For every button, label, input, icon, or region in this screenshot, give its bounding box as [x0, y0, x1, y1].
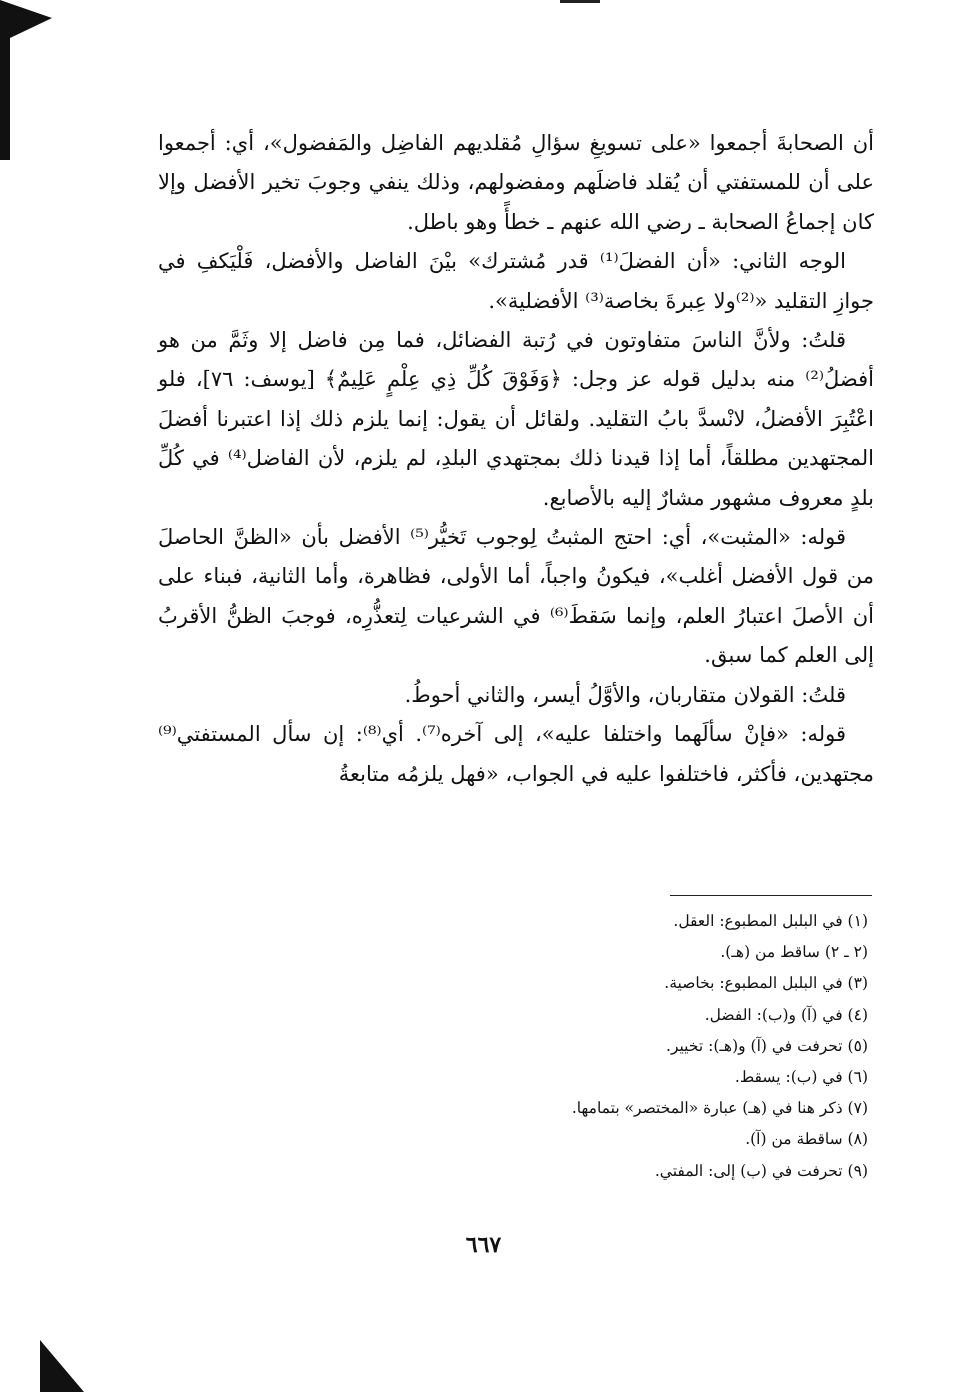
- footnote-9: (٩) تحرفت في (ب) إلى: المفتي.: [654, 1161, 868, 1180]
- paragraph-3: قلتُ: ولأنَّ الناسَ متفاوتون في رُتبة الفضائل، فما مِن فاضل إلا وثَمَّ من هو أفضلُ⁽²⁾ منه بدليل قوله عز وجل: ﴿وَفَوْقَ كُلِّ ذِي عِلْمٍ عَلِيمٌ﴾ [يوسف: ٧٦]، فلو اعْتُبِرَ الأفضلُ، لانْسدَّ بابُ التقليد. ولقائل أن يقول: إنما يلزم ذلك إذا اعتبرنا أفضلَ المجتهدين مطلقاً، أما إذا قيدنا ذلك بمجتهدي البلدِ، لم يلزم، لأن الفاضل⁽⁴⁾ في كُلِّ بلدٍ معروف مشهور مشارٌ إليه بالأصابع.: [158, 328, 874, 510]
- footnote-1: (١) في البلبل المطبوع: العقل.: [673, 912, 868, 930]
- corner-crop-mark-top: [0, 0, 52, 160]
- footnote-7: (٧) ذكر هنا في (هـ) عبارة «المختصر» بتمامها.: [571, 1099, 868, 1118]
- footnote-5: (٥) تحرفت في (آ) و(هـ): تخيير.: [666, 1036, 868, 1055]
- paragraph-6: قوله: «فإنْ سألَهما واختلفا عليه»، إلى آخره⁽⁷⁾. أي⁽⁸⁾: إن سأل المستفتي⁽⁹⁾ مجتهدين، فأكثر، فاختلفوا عليه في الجواب، «فهل يلزمُه متابعةُ: [158, 722, 874, 786]
- paragraph-5: قلتُ: القولان متقاربان، والأوَّلُ أيسر، والثاني أحوطُ.: [404, 682, 846, 707]
- footnote-6: (٦) في (ب): يسقط.: [734, 1068, 868, 1087]
- footnote-8: (٨) ساقطة من (آ).: [745, 1130, 868, 1149]
- body-text: [158, 124, 874, 794]
- paragraph-1: أن الصحابةَ أجمعوا «على تسويغِ سؤالِ مُقلديهم الفاضِل والمَفضول»، أي: أجمعوا على أن للمستفتي أن يُقلد فاضلَهم ومفضولهم، وذلك ينفي وجوبَ تخير الأفضل وإلا كان إجماعُ الصحابة ـ رضي الله عنهم ـ خطأً وهو باطل.: [158, 131, 874, 234]
- footnote-3: (٣) في البلبل المطبوع: بخاصية.: [664, 974, 868, 993]
- top-scan-mark: [560, 0, 600, 3]
- footnote-4: (٤) في (آ) و(ب): الفضل.: [704, 1005, 868, 1024]
- corner-crop-mark-bottom: [40, 1340, 84, 1392]
- footnote-2: (٢ ـ ٢) ساقط من (هـ).: [720, 943, 868, 962]
- paragraph-4: قوله: «المثبت»، أي: احتج المثبتُ لِوجوب تَخيُّر⁽⁵⁾ الأفضل بأن «الظنَّ الحاصلَ من قول الأفضل أغلب»، فيكونُ واجباً، أما الأولى، فظاهرة، وأما الثانية، فبناء على أن الأصلَ اعتبارُ العلم، وإنما سَقطَ⁽⁶⁾ في الشرعيات لِتعذُّرِه، فوجبَ الظنُّ الأقربُ إلى العلم كما سبق.: [158, 525, 875, 668]
- footnote-separator: [670, 895, 872, 896]
- page-number: ٦٦٧: [465, 1232, 502, 1258]
- paragraph-2: الوجه الثاني: «أن الفضلَ⁽¹⁾ قدر مُشترك» بيْنَ الفاضل والأفضل، فَلْيَكفِ في جوازِ التقليد «⁽²⁾ولا عِبرةَ بخاصة⁽³⁾ الأفضلية».: [158, 249, 874, 313]
- footnotes: [300, 906, 868, 1187]
